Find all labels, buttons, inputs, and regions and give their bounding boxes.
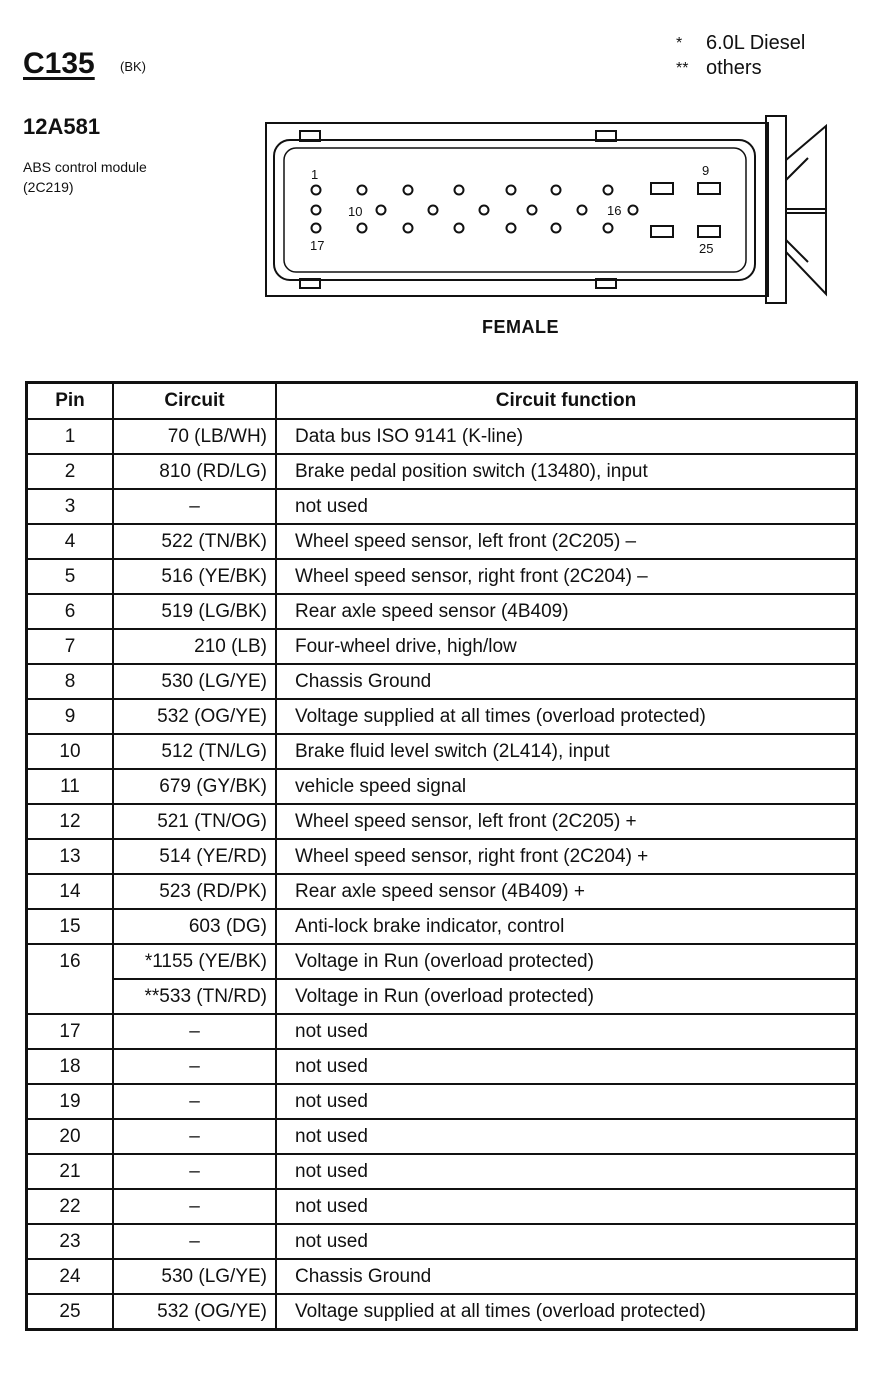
circuit-code: – — [113, 1084, 276, 1119]
legend-text: 6.0L Diesel — [706, 32, 806, 54]
circuit-code: *1155 (YE/BK) — [113, 944, 276, 979]
connector-face-diagram — [0, 0, 880, 360]
pin-number: 24 — [27, 1259, 114, 1294]
pin-number: 16 — [27, 944, 114, 1014]
circuit-function: Voltage in Run (overload protected) — [276, 979, 857, 1014]
part-description: ABS control module (2C219) — [23, 159, 147, 195]
pin-number: 15 — [27, 909, 114, 944]
circuit-function: not used — [276, 489, 857, 524]
table-row — [27, 734, 857, 769]
connector-id: C135 — [23, 47, 95, 80]
circuit-code: 679 (GY/BK) — [113, 769, 276, 804]
table-row — [27, 874, 857, 909]
circuit-function: Anti-lock brake indicator, control — [276, 909, 857, 944]
header-circuit: Circuit — [113, 383, 276, 420]
connector-color-code: (BK) — [120, 59, 146, 74]
circuit-code: – — [113, 1119, 276, 1154]
circuit-code: 521 (TN/OG) — [113, 804, 276, 839]
circuit-function: Wheel speed sensor, right front (2C204) + — [276, 839, 857, 874]
circuit-code: – — [113, 1049, 276, 1084]
circuit-function: Chassis Ground — [276, 1259, 857, 1294]
circuit-function: not used — [276, 1154, 857, 1189]
circuit-code: 512 (TN/LG) — [113, 734, 276, 769]
circuit-function: Voltage supplied at all times (overload protected) — [276, 1294, 857, 1330]
table-row — [27, 524, 857, 559]
pin-label: 9 — [702, 163, 710, 178]
circuit-code: – — [113, 1154, 276, 1189]
pin-number: 14 — [27, 874, 114, 909]
circuit-function: not used — [276, 1014, 857, 1049]
circuit-code: – — [113, 1189, 276, 1224]
circuit-function: Brake fluid level switch (2L414), input — [276, 734, 857, 769]
circuit-function: Brake pedal position switch (13480), input — [276, 454, 857, 489]
table-row — [27, 454, 857, 489]
pin-number: 3 — [27, 489, 114, 524]
circuit-code: 530 (LG/YE) — [113, 664, 276, 699]
table-row — [27, 944, 857, 979]
pin-number: 22 — [27, 1189, 114, 1224]
pin-number: 20 — [27, 1119, 114, 1154]
circuit-code: 530 (LG/YE) — [113, 1259, 276, 1294]
pin-number: 12 — [27, 804, 114, 839]
table-row — [27, 769, 857, 804]
table-row — [27, 909, 857, 944]
table-row — [27, 1084, 857, 1119]
circuit-function: not used — [276, 1189, 857, 1224]
circuit-function: Four-wheel drive, high/low — [276, 629, 857, 664]
circuit-code: 532 (OG/YE) — [113, 1294, 276, 1330]
table-row — [27, 1154, 857, 1189]
table-header-row — [27, 383, 857, 420]
circuit-function: Voltage in Run (overload protected) — [276, 944, 857, 979]
circuit-code: 514 (YE/RD) — [113, 839, 276, 874]
circuit-function: Wheel speed sensor, left front (2C205) + — [276, 804, 857, 839]
pin-number: 11 — [27, 769, 114, 804]
pin-number: 23 — [27, 1224, 114, 1259]
pin-number: 18 — [27, 1049, 114, 1084]
table-row — [27, 1049, 857, 1084]
table-row — [27, 804, 857, 839]
pin-number: 13 — [27, 839, 114, 874]
circuit-function: not used — [276, 1084, 857, 1119]
pin-table — [25, 381, 858, 1331]
pin-label: 1 — [311, 167, 319, 182]
pin-label: 16 — [607, 203, 622, 218]
circuit-code: 70 (LB/WH) — [113, 419, 276, 454]
circuit-code: 210 (LB) — [113, 629, 276, 664]
table-row — [27, 699, 857, 734]
circuit-function: not used — [276, 1119, 857, 1154]
header-function: Circuit function — [276, 383, 857, 420]
table-row — [27, 559, 857, 594]
table-row — [27, 1224, 857, 1259]
table-row — [27, 1014, 857, 1049]
connector-gender: FEMALE — [482, 317, 559, 337]
pin-number: 10 — [27, 734, 114, 769]
legend-mark: * — [676, 35, 683, 52]
header-pin: Pin — [27, 383, 114, 420]
circuit-function: Wheel speed sensor, left front (2C205) – — [276, 524, 857, 559]
pin-number: 25 — [27, 1294, 114, 1330]
circuit-code: 810 (RD/LG) — [113, 454, 276, 489]
table-row — [27, 1189, 857, 1224]
pin-number: 4 — [27, 524, 114, 559]
connector-outer-shell — [266, 123, 768, 296]
table-row — [27, 489, 857, 524]
pin-number: 2 — [27, 454, 114, 489]
circuit-code: 522 (TN/BK) — [113, 524, 276, 559]
table-row — [27, 419, 857, 454]
table-row — [27, 1294, 857, 1330]
circuit-function: Voltage supplied at all times (overload protected) — [276, 699, 857, 734]
pin-number: 9 — [27, 699, 114, 734]
circuit-function: Wheel speed sensor, right front (2C204) – — [276, 559, 857, 594]
circuit-code: 603 (DG) — [113, 909, 276, 944]
circuit-code: **533 (TN/RD) — [113, 979, 276, 1014]
table-row — [27, 664, 857, 699]
circuit-function: Chassis Ground — [276, 664, 857, 699]
circuit-function: not used — [276, 1049, 857, 1084]
table-row — [27, 839, 857, 874]
pin-number: 19 — [27, 1084, 114, 1119]
table-row — [27, 979, 857, 1014]
legend-text: others — [706, 57, 762, 79]
pin-number: 6 — [27, 594, 114, 629]
circuit-function: vehicle speed signal — [276, 769, 857, 804]
pin-number: 8 — [27, 664, 114, 699]
pin-label: 10 — [348, 204, 363, 219]
circuit-code: 519 (LG/BK) — [113, 594, 276, 629]
circuit-function: not used — [276, 1224, 857, 1259]
circuit-code: – — [113, 1224, 276, 1259]
part-number: 12A581 — [23, 114, 101, 139]
pin-number: 5 — [27, 559, 114, 594]
pin-label: 17 — [310, 238, 325, 253]
table-row — [27, 1119, 857, 1154]
circuit-code: 516 (YE/BK) — [113, 559, 276, 594]
circuit-code: – — [113, 489, 276, 524]
circuit-function: Rear axle speed sensor (4B409) — [276, 594, 857, 629]
circuit-function: Rear axle speed sensor (4B409) + — [276, 874, 857, 909]
pin-number: 1 — [27, 419, 114, 454]
pin-table-body — [27, 419, 857, 1330]
table-row — [27, 629, 857, 664]
legend-mark: ** — [676, 60, 689, 77]
table-row — [27, 1259, 857, 1294]
circuit-code: 532 (OG/YE) — [113, 699, 276, 734]
connector-inner-face — [274, 140, 755, 280]
table-row — [27, 594, 857, 629]
circuit-code: 523 (RD/PK) — [113, 874, 276, 909]
circuit-code: – — [113, 1014, 276, 1049]
circuit-function: Data bus ISO 9141 (K-line) — [276, 419, 857, 454]
pin-label: 25 — [699, 241, 714, 256]
pin-number: 17 — [27, 1014, 114, 1049]
pin-number: 21 — [27, 1154, 114, 1189]
pin-number: 7 — [27, 629, 114, 664]
